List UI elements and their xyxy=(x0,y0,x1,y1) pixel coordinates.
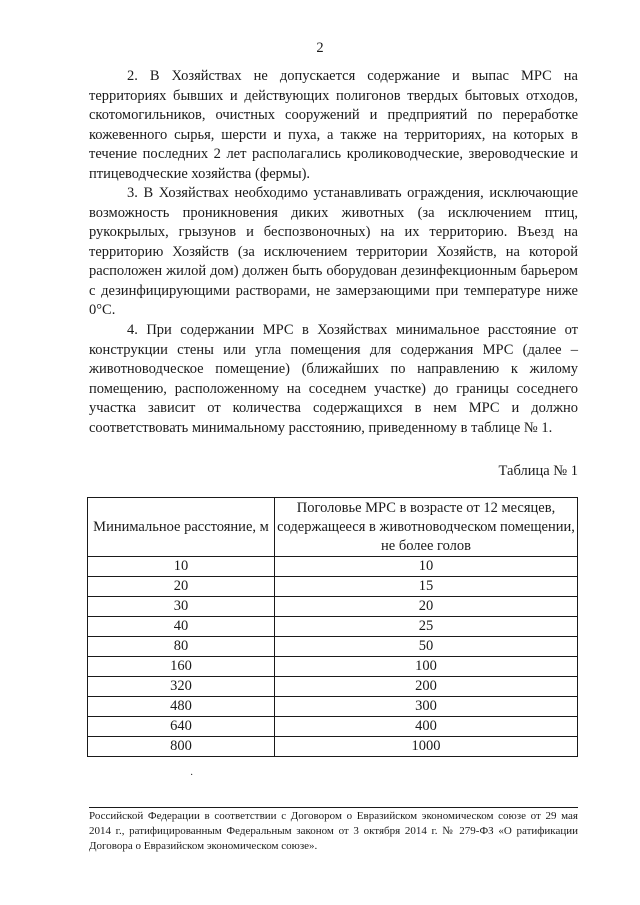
stray-mark: · xyxy=(190,770,194,781)
header-min-distance: Минимальное расстояние, м xyxy=(88,498,275,557)
footnote-divider xyxy=(89,807,578,808)
table-row xyxy=(88,577,578,597)
paragraph-2: 2. В Хозяйствах не допускается содержание и выпас МРС на территориях бывших и действующих полигонов твердых бытовых отходов, скотомогильников, очистных сооружений и предприятий по переработке кожевенного сырья, шерсти и пуха, а также на территориях, на которых в течение последних 2 лет располагались кролиководческие, звероводческие и птицеводческие хозяйства (фермы). xyxy=(89,68,578,182)
cell-distance: 20 xyxy=(88,577,275,597)
table-row xyxy=(88,597,578,617)
table-row xyxy=(88,737,578,757)
table-header-row xyxy=(88,498,578,557)
cell-count: 400 xyxy=(275,717,578,737)
cell-distance: 480 xyxy=(88,697,275,717)
paragraph-3: 3. В Хозяйствах необходимо устанавливать ограждения, исключающие возможность проникновения диких животных (за исключением птиц, рукокрылых, грызунов и беспозвоночных) на их территорию. Въезд на территорию Хозяйств (за исключением территории Хозяйств, на которой расположен жилой дом) должен быть оборудован дезинфекционным барьером с дезинфицирующими растворами, не замерзающими при температуре ниже 0°С. xyxy=(89,185,578,318)
table-row xyxy=(88,557,578,577)
cell-distance: 640 xyxy=(88,717,275,737)
table-row xyxy=(88,677,578,697)
table-row xyxy=(88,697,578,717)
table-caption: Таблица № 1 xyxy=(498,463,578,479)
cell-count: 20 xyxy=(275,597,578,617)
page-number: 2 xyxy=(316,40,324,56)
header-livestock-count: Поголовье МРС в возрасте от 12 месяцев, содержащееся в животноводческом помещении, не более голов xyxy=(275,498,578,557)
cell-distance: 80 xyxy=(88,637,275,657)
cell-distance: 30 xyxy=(88,597,275,617)
table-row xyxy=(88,637,578,657)
table-row xyxy=(88,617,578,637)
paragraph-4: 4. При содержании МРС в Хозяйствах минимальное расстояние от конструкции стены или угла помещения для содержания МРС (далее – животноводческое помещение) (ближайших по направлению к жилому помещению, расположенному на соседнем участке) до границы соседнего участка зависит от количества содержащихся в нем МРС и должно соответствовать минимальному расстоянию, приведенному в таблице № 1. xyxy=(89,322,578,436)
cell-distance: 10 xyxy=(88,557,275,577)
footnote: Российской Федерации в соответствии с Договором о Евразийском экономическом союзе от 29 мая 2014 г., ратифицированным Федеральным законом от 3 октября 2014 г. № 279-ФЗ «О ратификации Договора о Евразийском экономическом союзе». xyxy=(89,810,578,852)
cell-count: 10 xyxy=(275,557,578,577)
cell-distance: 800 xyxy=(88,737,275,757)
distance-table xyxy=(87,497,578,757)
cell-distance: 320 xyxy=(88,677,275,697)
cell-count: 200 xyxy=(275,677,578,697)
cell-distance: 40 xyxy=(88,617,275,637)
cell-count: 1000 xyxy=(275,737,578,757)
cell-count: 100 xyxy=(275,657,578,677)
cell-count: 50 xyxy=(275,637,578,657)
cell-distance: 160 xyxy=(88,657,275,677)
cell-count: 300 xyxy=(275,697,578,717)
cell-count: 15 xyxy=(275,577,578,597)
table-row xyxy=(88,657,578,677)
cell-count: 25 xyxy=(275,617,578,637)
table-row xyxy=(88,717,578,737)
